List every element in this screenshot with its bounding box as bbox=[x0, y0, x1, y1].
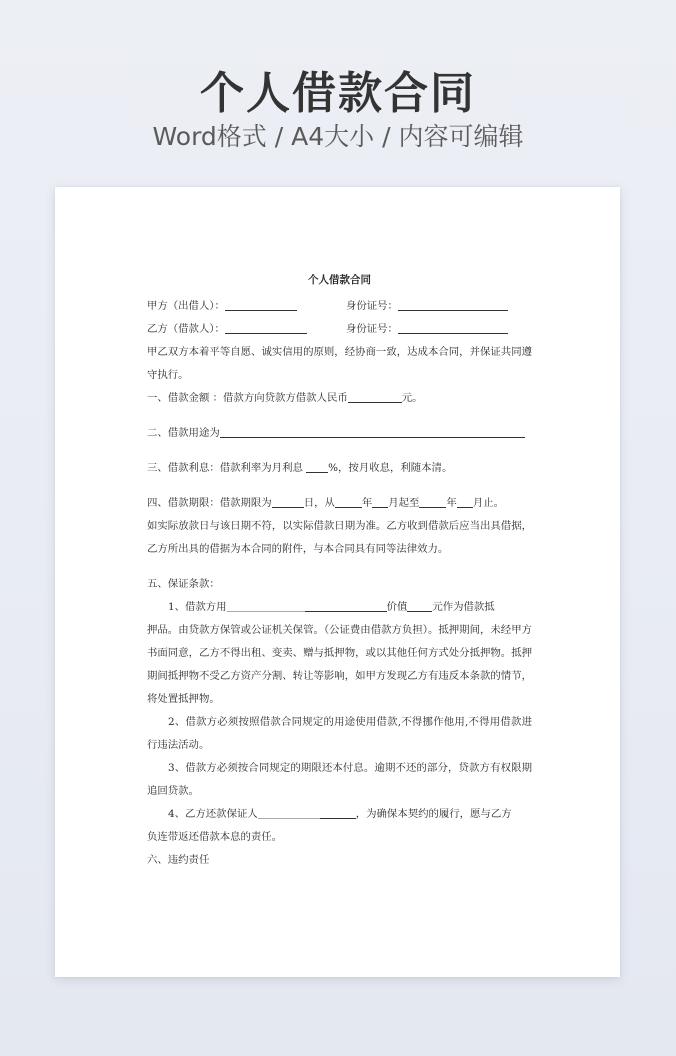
clause-5-4 bbox=[147, 803, 532, 826]
party-b-field[interactable] bbox=[225, 320, 307, 334]
intro-paragraph: 甲乙双方本着平等自愿、诚实信用的原则，经协商一致，达成本合同，并保证共同遵守执行。 bbox=[147, 346, 532, 381]
document-body bbox=[147, 269, 532, 872]
clause-5-1-text: 1、借款方用 bbox=[168, 601, 227, 613]
section-4-end: 月止。 bbox=[472, 497, 504, 509]
section-4-year: 年 bbox=[361, 497, 373, 509]
section-3-text: 三、借款利息：借款利率为月利息 bbox=[147, 462, 307, 474]
party-a-id-field[interactable] bbox=[398, 297, 508, 311]
page-title: 个人借款合同 bbox=[200, 68, 476, 119]
section-5-heading: 五、保证条款： bbox=[147, 578, 220, 590]
start-year-field[interactable] bbox=[335, 494, 362, 508]
section-1-suffix: 元。 bbox=[401, 392, 423, 404]
party-b-id-label: 身份证号： bbox=[346, 323, 398, 335]
party-a-id-label: 身份证号： bbox=[346, 300, 398, 312]
collateral-value-field[interactable] bbox=[407, 598, 432, 612]
party-a-label: 甲方（出借人）： bbox=[147, 300, 225, 312]
section-4-text: 四、借款期限：借款期限为 bbox=[147, 497, 272, 509]
section-1 bbox=[147, 387, 532, 410]
clause-5-1-value: 价值 bbox=[386, 601, 408, 613]
party-a-row bbox=[147, 295, 532, 318]
document-title: 个人借款合同 bbox=[308, 274, 371, 286]
page-subtitle: Word格式 / A4大小 / 内容可编辑 bbox=[152, 122, 524, 151]
guarantor-field-a[interactable] bbox=[258, 805, 320, 819]
clause-5-4-suffix: ，为确保本契约的履行，愿与乙方 bbox=[355, 808, 512, 820]
clause-5-1 bbox=[147, 596, 532, 619]
clause-5-1-paragraph: 押品。由贷款方保管或公证机关保管。（公证费由借款方负担）。抵押期间，未经甲方书面同意，乙方不得出租、变卖、赠与抵押物，或以其他任何方式处分抵押物。抵押期间抵押物不受乙方资产分割、转让等影响，如甲方发现乙方有违反本条款的情节，将处置抵押物。 bbox=[147, 624, 532, 705]
section-4-year-2: 年 bbox=[446, 497, 457, 509]
section-6-heading: 六、违约责任 bbox=[147, 854, 210, 866]
loan-days-field[interactable] bbox=[272, 494, 304, 508]
section-4-from: 日，从 bbox=[303, 497, 335, 509]
clause-5-4-rest: 负连带返还借款本息的责任。 bbox=[147, 831, 283, 843]
section-3 bbox=[147, 457, 532, 480]
section-3-suffix: %，按月收息，利随本清。 bbox=[328, 462, 453, 474]
guarantor-field-b[interactable] bbox=[320, 805, 356, 819]
section-4-to: 月起至 bbox=[388, 497, 420, 509]
end-year-field[interactable] bbox=[419, 494, 446, 508]
party-b-label: 乙方（借款人）： bbox=[147, 323, 225, 335]
collateral-field-b[interactable] bbox=[305, 598, 387, 612]
start-month-field[interactable] bbox=[372, 494, 388, 508]
interest-rate-field[interactable] bbox=[306, 459, 328, 473]
section-2-text: 二、借款用途为 bbox=[147, 427, 220, 439]
collateral-field-a[interactable] bbox=[227, 598, 305, 612]
section-1-text: 一、借款金额 ：借款方向贷款方借款人民币 bbox=[147, 392, 348, 404]
clause-5-1-suffix: 元作为借款抵 bbox=[432, 601, 495, 613]
clause-5-2: 2、借款方必须按照借款合同规定的用途使用借款,不得挪作他用,不得用借款进行违法活动。 bbox=[147, 716, 532, 751]
end-month-field[interactable] bbox=[457, 494, 473, 508]
loan-amount-field[interactable] bbox=[348, 389, 402, 403]
section-2 bbox=[147, 422, 532, 445]
loan-purpose-field[interactable] bbox=[220, 424, 525, 438]
clause-5-3: 3、借款方必须按合同规定的期限还本付息。逾期不还的部分，贷款方有权限期追回贷款。 bbox=[147, 762, 532, 797]
party-b-row bbox=[147, 318, 532, 341]
document-page bbox=[55, 187, 620, 977]
party-a-field[interactable] bbox=[225, 297, 297, 311]
section-4-paragraph: 如实际放款日与该日期不符，以实际借款日期为准。乙方收到借款后应当出具借据，乙方所出具的借据为本合同的附件，与本合同具有同等法律效力。 bbox=[147, 520, 532, 555]
clause-5-4-text: 4、乙方还款保证人 bbox=[168, 808, 258, 820]
party-b-id-field[interactable] bbox=[398, 320, 508, 334]
section-4 bbox=[147, 492, 532, 515]
